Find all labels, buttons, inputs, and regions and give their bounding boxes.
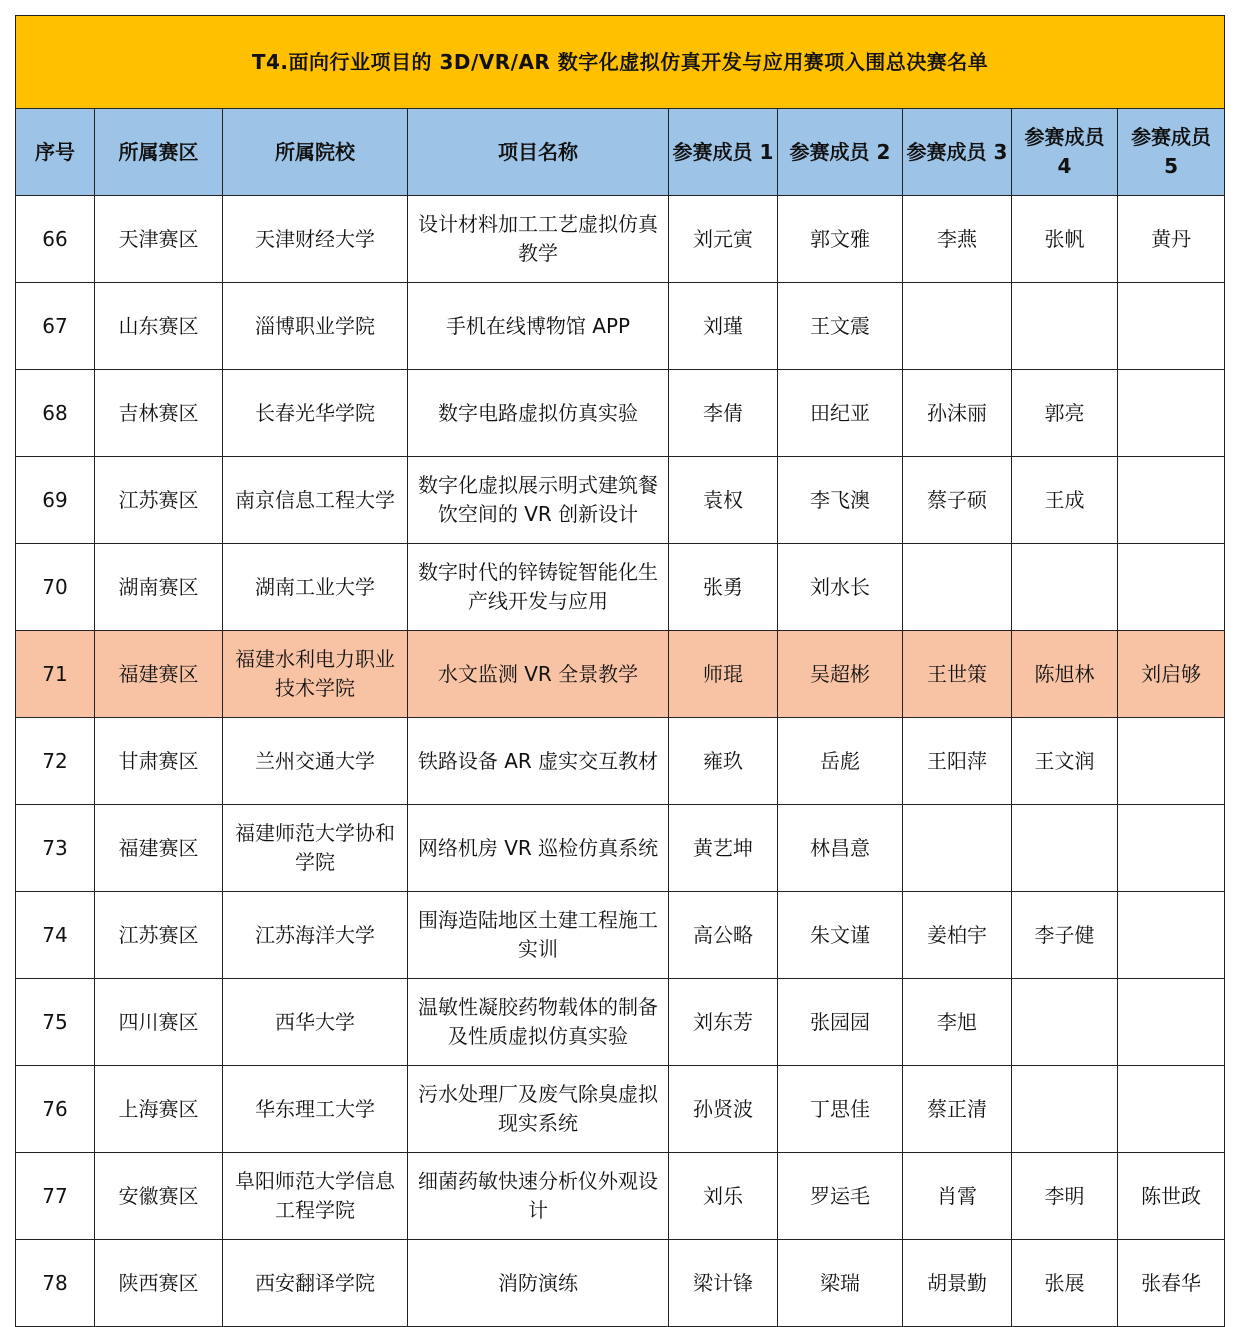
cell-member-2: 岳彪: [778, 718, 903, 805]
cell-member-5: [1118, 283, 1225, 370]
cell-region: 甘肃赛区: [95, 718, 223, 805]
cell-member-1: 李倩: [669, 370, 778, 457]
cell-index: 67: [16, 283, 95, 370]
header-member-3: 参赛成员 3: [903, 109, 1012, 196]
title-row: [16, 16, 1225, 109]
cell-region: 江苏赛区: [95, 892, 223, 979]
cell-member-5: [1118, 805, 1225, 892]
cell-region: 吉林赛区: [95, 370, 223, 457]
cell-member-1: 刘东芳: [669, 979, 778, 1066]
cell-project: 手机在线博物馆 APP: [408, 283, 669, 370]
cell-member-1: 雍玖: [669, 718, 778, 805]
cell-region: 陕西赛区: [95, 1240, 223, 1327]
cell-member-3: [903, 544, 1012, 631]
cell-project: 消防演练: [408, 1240, 669, 1327]
table-row: [16, 196, 1225, 283]
table-row: [16, 718, 1225, 805]
cell-member-3: [903, 283, 1012, 370]
cell-member-5: 张春华: [1118, 1240, 1225, 1327]
cell-member-3: 肖霄: [903, 1153, 1012, 1240]
cell-project: 污水处理厂及废气除臭虚拟现实系统: [408, 1066, 669, 1153]
cell-member-2: 梁瑞: [778, 1240, 903, 1327]
cell-member-5: 黄丹: [1118, 196, 1225, 283]
cell-member-5: 刘启够: [1118, 631, 1225, 718]
cell-member-4: 王成: [1012, 457, 1118, 544]
cell-member-1: 张勇: [669, 544, 778, 631]
cell-school: 阜阳师范大学信息工程学院: [223, 1153, 408, 1240]
cell-member-4: 李明: [1012, 1153, 1118, 1240]
cell-member-1: 刘元寅: [669, 196, 778, 283]
cell-member-3: 王世策: [903, 631, 1012, 718]
cell-school: 天津财经大学: [223, 196, 408, 283]
cell-member-1: 刘瑾: [669, 283, 778, 370]
cell-school: 华东理工大学: [223, 1066, 408, 1153]
cell-member-1: 刘乐: [669, 1153, 778, 1240]
cell-project: 设计材料加工工艺虚拟仿真教学: [408, 196, 669, 283]
cell-member-5: [1118, 892, 1225, 979]
cell-region: 湖南赛区: [95, 544, 223, 631]
cell-member-4: 张展: [1012, 1240, 1118, 1327]
cell-member-4: 王文润: [1012, 718, 1118, 805]
cell-member-3: 蔡子硕: [903, 457, 1012, 544]
cell-index: 72: [16, 718, 95, 805]
cell-member-3: 王阳萍: [903, 718, 1012, 805]
cell-member-4: 郭亮: [1012, 370, 1118, 457]
table-row: [16, 1240, 1225, 1327]
cell-region: 四川赛区: [95, 979, 223, 1066]
cell-member-2: 刘水长: [778, 544, 903, 631]
table-row: [16, 631, 1225, 718]
cell-project: 围海造陆地区土建工程施工实训: [408, 892, 669, 979]
cell-member-4: [1012, 979, 1118, 1066]
cell-project: 数字时代的锌铸锭智能化生产线开发与应用: [408, 544, 669, 631]
cell-member-2: 丁思佳: [778, 1066, 903, 1153]
table-row: [16, 805, 1225, 892]
cell-member-4: 李子健: [1012, 892, 1118, 979]
cell-index: 68: [16, 370, 95, 457]
cell-member-5: [1118, 457, 1225, 544]
cell-member-5: [1118, 370, 1225, 457]
header-member-1: 参赛成员 1: [669, 109, 778, 196]
cell-school: 福建水利电力职业技术学院: [223, 631, 408, 718]
header-project: 项目名称: [408, 109, 669, 196]
header-row: [16, 109, 1225, 196]
cell-member-1: 袁权: [669, 457, 778, 544]
cell-region: 上海赛区: [95, 1066, 223, 1153]
table-row: [16, 370, 1225, 457]
table-row: [16, 1066, 1225, 1153]
cell-region: 福建赛区: [95, 631, 223, 718]
cell-member-3: [903, 805, 1012, 892]
table-row: [16, 457, 1225, 544]
cell-index: 74: [16, 892, 95, 979]
cell-member-5: [1118, 979, 1225, 1066]
cell-index: 78: [16, 1240, 95, 1327]
cell-member-4: [1012, 283, 1118, 370]
cell-member-1: 孙贤波: [669, 1066, 778, 1153]
cell-project: 细菌药敏快速分析仪外观设计: [408, 1153, 669, 1240]
cell-member-3: 孙沫丽: [903, 370, 1012, 457]
cell-member-1: 黄艺坤: [669, 805, 778, 892]
cell-index: 77: [16, 1153, 95, 1240]
table-row: [16, 544, 1225, 631]
cell-region: 天津赛区: [95, 196, 223, 283]
table-row: [16, 892, 1225, 979]
cell-member-3: 胡景勤: [903, 1240, 1012, 1327]
cell-member-5: 陈世政: [1118, 1153, 1225, 1240]
cell-member-1: 师琨: [669, 631, 778, 718]
table-row: [16, 1153, 1225, 1240]
cell-index: 75: [16, 979, 95, 1066]
cell-project: 网络机房 VR 巡检仿真系统: [408, 805, 669, 892]
cell-member-2: 郭文雅: [778, 196, 903, 283]
cell-member-2: 罗运毛: [778, 1153, 903, 1240]
cell-member-4: [1012, 1066, 1118, 1153]
cell-index: 71: [16, 631, 95, 718]
cell-school: 长春光华学院: [223, 370, 408, 457]
cell-school: 江苏海洋大学: [223, 892, 408, 979]
cell-project: 数字电路虚拟仿真实验: [408, 370, 669, 457]
cell-member-5: [1118, 1066, 1225, 1153]
cell-index: 70: [16, 544, 95, 631]
header-school: 所属院校: [223, 109, 408, 196]
cell-member-4: 张帆: [1012, 196, 1118, 283]
cell-school: 淄博职业学院: [223, 283, 408, 370]
cell-school: 湖南工业大学: [223, 544, 408, 631]
cell-member-2: 李飞澳: [778, 457, 903, 544]
table-row: [16, 979, 1225, 1066]
cell-member-2: 王文震: [778, 283, 903, 370]
header-member-2: 参赛成员 2: [778, 109, 903, 196]
cell-region: 福建赛区: [95, 805, 223, 892]
cell-index: 66: [16, 196, 95, 283]
cell-member-2: 林昌意: [778, 805, 903, 892]
cell-project: 数字化虚拟展示明式建筑餐饮空间的 VR 创新设计: [408, 457, 669, 544]
cell-member-1: 高公略: [669, 892, 778, 979]
cell-member-2: 吴超彬: [778, 631, 903, 718]
cell-project: 水文监测 VR 全景教学: [408, 631, 669, 718]
cell-member-5: [1118, 718, 1225, 805]
cell-member-5: [1118, 544, 1225, 631]
cell-region: 江苏赛区: [95, 457, 223, 544]
cell-region: 安徽赛区: [95, 1153, 223, 1240]
cell-project: 铁路设备 AR 虚实交互教材: [408, 718, 669, 805]
cell-member-1: 梁计锋: [669, 1240, 778, 1327]
cell-member-2: 张园园: [778, 979, 903, 1066]
cell-school: 南京信息工程大学: [223, 457, 408, 544]
cell-index: 73: [16, 805, 95, 892]
cell-region: 山东赛区: [95, 283, 223, 370]
cell-school: 西安翻译学院: [223, 1240, 408, 1327]
header-member-4: 参赛成员 4: [1012, 109, 1118, 196]
cell-member-4: [1012, 805, 1118, 892]
header-region: 所属赛区: [95, 109, 223, 196]
cell-index: 76: [16, 1066, 95, 1153]
finalists-table: [15, 15, 1225, 1327]
cell-member-4: [1012, 544, 1118, 631]
cell-member-3: 蔡正清: [903, 1066, 1012, 1153]
cell-school: 福建师范大学协和学院: [223, 805, 408, 892]
cell-school: 兰州交通大学: [223, 718, 408, 805]
cell-member-3: 姜柏宇: [903, 892, 1012, 979]
cell-member-3: 李旭: [903, 979, 1012, 1066]
cell-member-2: 朱文谨: [778, 892, 903, 979]
table-row: [16, 283, 1225, 370]
cell-school: 西华大学: [223, 979, 408, 1066]
cell-member-2: 田纪亚: [778, 370, 903, 457]
cell-member-4: 陈旭林: [1012, 631, 1118, 718]
header-index: 序号: [16, 109, 95, 196]
table-title: T4.面向行业项目的 3D/VR/AR 数字化虚拟仿真开发与应用赛项入围总决赛名单: [16, 16, 1225, 109]
cell-member-3: 李燕: [903, 196, 1012, 283]
cell-project: 温敏性凝胶药物载体的制备及性质虚拟仿真实验: [408, 979, 669, 1066]
header-member-5: 参赛成员 5: [1118, 109, 1225, 196]
cell-index: 69: [16, 457, 95, 544]
